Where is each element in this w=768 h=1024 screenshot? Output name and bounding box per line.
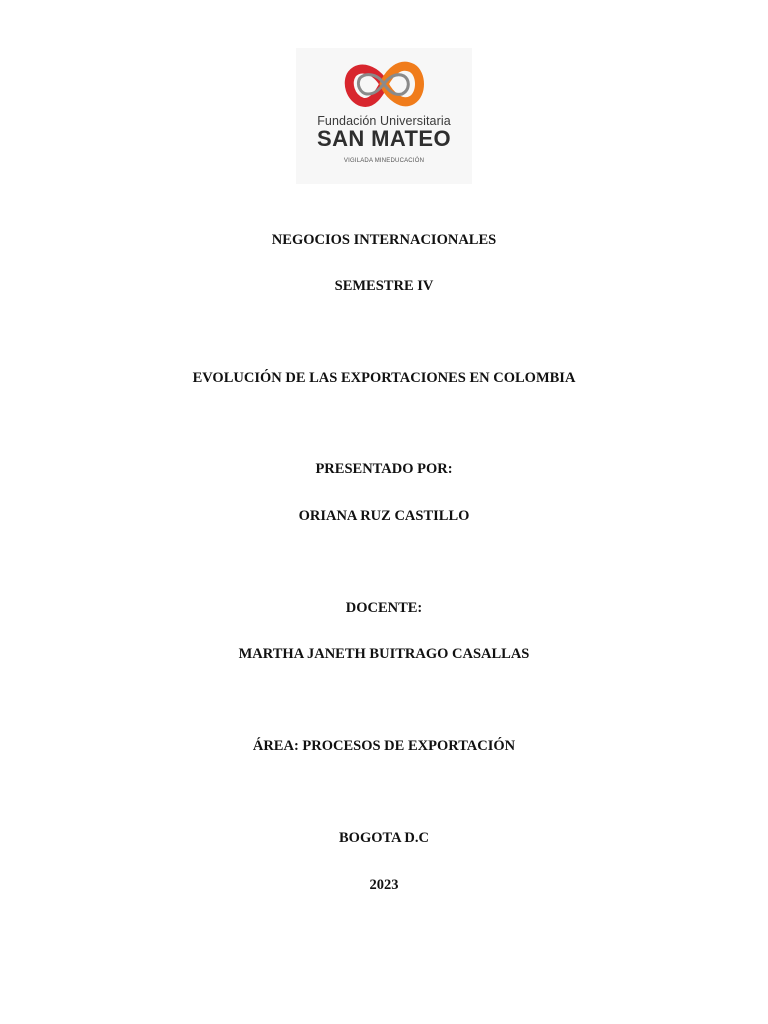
presented-by-label: PRESENTADO POR:	[315, 461, 453, 477]
author-name: ORIANA RUZ CASTILLO	[298, 508, 470, 524]
logo-university-name: SAN MATEO	[317, 126, 451, 151]
university-logo	[296, 48, 472, 184]
infinity-emblem-icon	[344, 56, 424, 112]
teacher-name: MARTHA JANETH BUITRAGO CASALLAS	[238, 646, 530, 662]
teacher-label: DOCENTE:	[345, 600, 423, 616]
city: BOGOTA D.C	[339, 830, 429, 846]
logo-foundation-text: Fundación Universitaria	[317, 114, 451, 128]
program-name: NEGOCIOS INTERNACIONALES	[271, 232, 497, 248]
area: ÁREA: PROCESOS DE EXPORTACIÓN	[252, 738, 516, 754]
document-title: EVOLUCIÓN DE LAS EXPORTACIONES EN COLOMBIA	[192, 370, 576, 386]
logo-vigilada-text: VIGILADA MINEDUCACIÓN	[343, 158, 425, 164]
semester: SEMESTRE IV	[334, 278, 434, 294]
year: 2023	[369, 877, 399, 893]
